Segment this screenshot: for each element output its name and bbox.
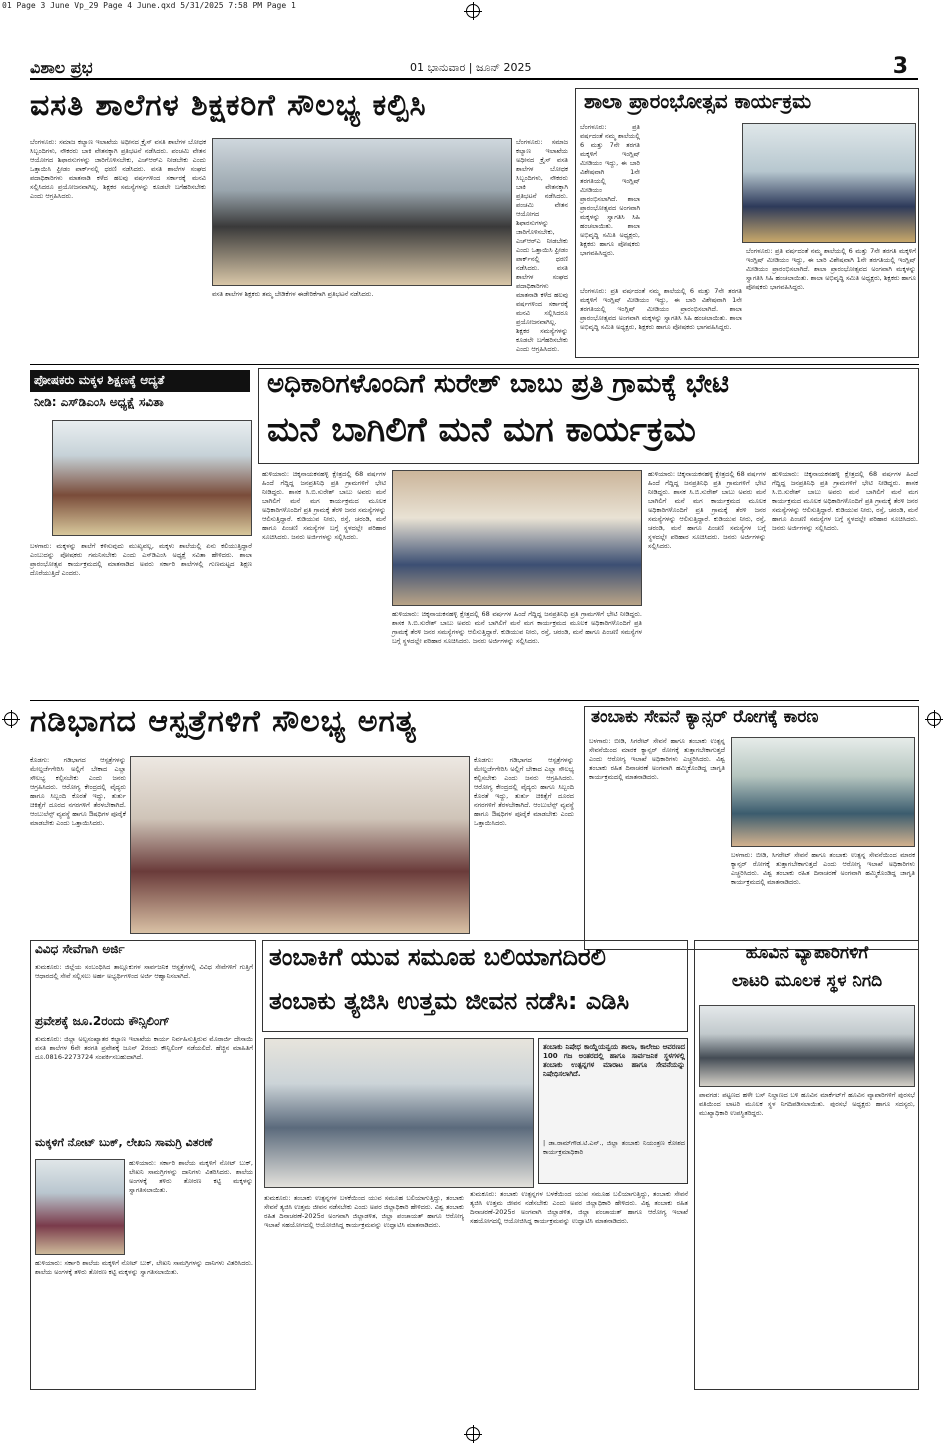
story-headline-line2: ತಂಬಾಕು ತ್ಯಜಿಸಿ ಉತ್ತಮ ಜೀವನ ನಡೆಸಿ: ಎಡಿಸಿ bbox=[269, 987, 630, 1015]
story-box bbox=[694, 940, 919, 1390]
story-box bbox=[584, 706, 919, 950]
program-stage-photo bbox=[264, 1038, 534, 1188]
story-body: ಹುಳಿಯಾರು: ಚಿಕ್ಕನಾಯಕನಹಳ್ಳಿ ಕ್ಷೇತ್ರದಲ್ಲಿ 68 ವರ್ಷಗಳ ಹಿಂದೆ ಗೆದ್ದಿದ್ದ ಜನಪ್ರತಿನಿಧಿ ಪ್ರತಿ ಗ್ರಾಮಗಳಿಗೆ ಭೇಟಿ ನೀಡಿದ್ದರು. ಶಾಸಕ ಸಿ.ಬಿ.ಸುರೇಶ್ ಬಾಬು ಅವರು ಮನೆ ಬಾಗಿಲಿಗೆ ಮನೆ ಮಗ ಕಾರ್ಯಕ್ರಮದ ಮೂಲಕ ಅಧಿಕಾರಿಗಳೊಂದಿಗೆ ಪ್ರತಿ ಗ್ರಾಮಕ್ಕೆ ತೆರಳಿ ಜನರ ಸಮಸ್ಯೆಗಳನ್ನು ಆಲಿಸುತ್ತಿದ್ದಾರೆ. ಕುಡಿಯುವ ನೀರು, ರಸ್ತೆ, ಚರಂಡಿ, ಮನೆ ಹಾಗೂ ಪಿಂಚಣಿ ಸಮಸ್ಯೆಗಳ ಬಗ್ಗೆ ಸ್ಥಳದಲ್ಲೇ ಪರಿಹಾರ ಸೂಚಿಸಿದರು. ಜನರು ಅರ್ಜಿಗಳನ್ನು ಸಲ್ಲಿಸಿದರು. bbox=[262, 470, 386, 541]
story-box bbox=[575, 88, 919, 358]
story-headline-line2: ಲಾಟರಿ ಮೂಲಕ ಸ್ಥಳ ನಿಗದಿ bbox=[731, 971, 883, 991]
registration-mark-icon bbox=[927, 712, 941, 726]
story-headline: ಅಧಿಕಾರಿಗಳೊಂದಿಗೆ ಸುರೇಶ್ ಬಾಬು ಪ್ರತಿ ಗ್ರಾಮಕ್ಕೆ ಭೇಟಿ bbox=[267, 369, 730, 399]
pull-quote: ತಂಬಾಕು ನಿಷೇಧ ಕಾಯ್ದೆಯನ್ವಯ ಶಾಲಾ, ಕಾಲೇಜು ಆವರಣದ 100 ಗಜ ಅಂತರದಲ್ಲಿ ಹಾಗೂ ಸಾರ್ವಜನಿಕ ಸ್ಥಳಗಳಲ್ಲಿ ತಂಬಾಕು ಉತ್ಪನ್ನಗಳ ಮಾರಾಟ ಹಾಗೂ ಸೇವನೆಯನ್ನು ನಿಷೇಧಿಸಲಾಗಿದೆ. bbox=[543, 1043, 685, 1078]
registration-mark-icon bbox=[4, 712, 18, 726]
photo-caption: ವಸತಿ ಶಾಲೆಗಳ ಶಿಕ್ಷಕರು ತಮ್ಮ ಬೇಡಿಕೆಗಳ ಈಡೇರಿಕೆಗಾಗಿ ಪ್ರತಿಭಟನೆ ನಡೆಸಿದರು. bbox=[212, 290, 374, 298]
awareness-program-photo bbox=[731, 737, 915, 847]
story-headline-line2: ಮನೆ ಬಾಗಿಲಿಗೆ ಮನೆ ಮಗ ಕಾರ್ಯಕ್ರಮ bbox=[267, 410, 696, 450]
students-photo bbox=[35, 1159, 125, 1255]
story-body: ಬಳಗಾರು: ಬೀಡಿ, ಸಿಗರೇಟ್ ಸೇವನೆ ಹಾಗೂ ತಂಬಾಕು ಉತ್ಪನ್ನ ಸೇವನೆಯಿಂದ ಮಾರಕ ಕ್ಯಾನ್ಸರ್ ರೋಗಕ್ಕೆ ತುತ್ತಾಗಬೇಕಾಗುತ್ತದೆ ಎಂದು ಆರೋಗ್ಯ ಇಲಾಖೆ ಅಧಿಕಾರಿಗಳು ಎಚ್ಚರಿಸಿದರು. ವಿಶ್ವ ತಂಬಾಕು ರಹಿತ ದಿನಾಚರಣೆ ಅಂಗವಾಗಿ ಹಮ್ಮಿಕೊಂಡಿದ್ದ ಜಾಗೃತಿ ಕಾರ್ಯಕ್ರಮದಲ್ಲಿ ಮಾತನಾಡಿದರು. bbox=[589, 737, 725, 781]
story-body-cont: ಬೆಂಗಳೂರು: ಪ್ರತಿ ವರ್ಷದಂತೆ ನಮ್ಮ ಶಾಲೆಯಲ್ಲಿ 6 ಮತ್ತು 7ನೇ ತರಗತಿ ಮಕ್ಕಳಿಗೆ ಇಂಗ್ಲಿಷ್ ಮೀಡಿಯಂ ಇದ್ದು, ಈ ಬಾರಿ ವಿಶೇಷವಾಗಿ 1ನೇ ತರಗತಿಯಲ್ಲಿ ಇಂಗ್ಲಿಷ್ ಮೀಡಿಯಂ ಪ್ರಾರಂಭಿಸಲಾಗಿದೆ. ಶಾಲಾ ಪ್ರಾರಂಭೋತ್ಸವದ ಅಂಗವಾಗಿ ಮಕ್ಕಳನ್ನು ಸ್ವಾಗತಿಸಿ ಸಿಹಿ ಹಂಚಲಾಯಿತು. ಶಾಲಾ ಅಭಿವೃದ್ಧಿ ಸಮಿತಿ ಅಧ್ಯಕ್ಷರು, ಶಿಕ್ಷಕರು ಹಾಗೂ ಪೋಷಕರು ಭಾಗವಹಿಸಿದ್ದರು. bbox=[746, 247, 916, 291]
story-body-cont: ತುಮಕೂರು: ತಂಬಾಕು ಉತ್ಪನ್ನಗಳ ಬಳಕೆಯಿಂದ ಯುವ ಸಮೂಹ ಬಲಿಯಾಗುತ್ತಿದ್ದು, ತಂಬಾಕು ಸೇವನೆ ತ್ಯಜಿಸಿ ಉತ್ತಮ ಜೀವನ ನಡೆಸಬೇಕು ಎಂದು ಅಪರ ಜಿಲ್ಲಾಧಿಕಾರಿ ಹೇಳಿದರು. ವಿಶ್ವ ತಂಬಾಕು ರಹಿತ ದಿನಾಚರಣೆ-2025ರ ಅಂಗವಾಗಿ ಜಿಲ್ಲಾಡಳಿತ, ಜಿಲ್ಲಾ ಪಂಚಾಯತ್ ಹಾಗೂ ಆರೋಗ್ಯ ಇಲಾಖೆ ಸಹಯೋಗದಲ್ಲಿ ಆಯೋಜಿಸಿದ್ದ ಕಾರ್ಯಕ್ರಮವನ್ನು ಉದ್ಘಾಟಿಸಿ ಮಾತನಾಡಿದರು. bbox=[470, 1190, 688, 1225]
story-headline: ಪೋಷಕರು ಮಕ್ಕಳ ಶಿಕ್ಷಣಕ್ಕೆ ಆದ್ಯತೆ bbox=[30, 370, 250, 392]
brief-body: ತುಮಕೂರು: ಜಿಲ್ಲಾ ಅಲ್ಪಸಂಖ್ಯಾತರ ಕಲ್ಯಾಣ ಇಲಾಖೆಯ ಕಾರ್ಯ ನಿರ್ವಹಿಸುತ್ತಿರುವ ಮೊರಾರ್ಜಿ ದೇಸಾಯಿ ವಸತಿ ಶಾಲೆಗಳ 6ನೇ ತರಗತಿ ಪ್ರವೇಶಕ್ಕೆ ಜೂನ್ 2ರಂದು ಕೌನ್ಸಿಲಿಂಗ್ ನಡೆಯಲಿದೆ. ಹೆಚ್ಚಿನ ಮಾಹಿತಿಗೆ ದೂ.0816-2273724 ಸಂಪರ್ಕಿಸಬಹುದಾಗಿದೆ. bbox=[35, 1035, 253, 1061]
brief-headline: ಮಕ್ಕಳಿಗೆ ನೋಟ್ ಬುಕ್, ಲೇಖನಿ ಸಾಮಗ್ರಿ ವಿತರಣೆ bbox=[35, 1136, 213, 1149]
protest-photo bbox=[212, 138, 512, 286]
story-body-cont: ಕೊಡಗು: ಗಡಿಭಾಗದ ಆಸ್ಪತ್ರೆಗಳನ್ನು ಮೇಲ್ದರ್ಜೆಗೇರಿಸಿ ಅಲ್ಲಿಗೆ ಬೇಕಾದ ಎಲ್ಲಾ ಸೌಲಭ್ಯ ಕಲ್ಪಿಸಬೇಕು ಎಂದು ಜನರು ಆಗ್ರಹಿಸಿದರು. ಆರೋಗ್ಯ ಕೇಂದ್ರದಲ್ಲಿ ವೈದ್ಯರು ಹಾಗೂ ಸಿಬ್ಬಂದಿ ಕೊರತೆ ಇದ್ದು, ತುರ್ತು ಚಿಕಿತ್ಸೆಗೆ ದೂರದ ನಗರಗಳಿಗೆ ತೆರಳಬೇಕಾಗಿದೆ. ಆಂಬುಲೆನ್ಸ್ ವ್ಯವಸ್ಥೆ ಹಾಗೂ ಔಷಧಿಗಳ ಪೂರೈಕೆ ಮಾಡಬೇಕು ಎಂದು ಒತ್ತಾಯಿಸಿದರು. bbox=[474, 756, 574, 827]
divider bbox=[30, 364, 919, 365]
story-body: ಬೆಂಗಳೂರು: ಪ್ರತಿ ವರ್ಷದಂತೆ ನಮ್ಮ ಶಾಲೆಯಲ್ಲಿ 6 ಮತ್ತು 7ನೇ ತರಗತಿ ಮಕ್ಕಳಿಗೆ ಇಂಗ್ಲಿಷ್ ಮೀಡಿಯಂ ಇದ್ದು, ಈ ಬಾರಿ ವಿಶೇಷವಾಗಿ 1ನೇ ತರಗತಿಯಲ್ಲಿ ಇಂಗ್ಲಿಷ್ ಮೀಡಿಯಂ ಪ್ರಾರಂಭಿಸಲಾಗಿದೆ. ಶಾಲಾ ಪ್ರಾರಂಭೋತ್ಸವದ ಅಂಗವಾಗಿ ಮಕ್ಕಳನ್ನು ಸ್ವಾಗತಿಸಿ ಸಿಹಿ ಹಂಚಲಾಯಿತು. ಶಾಲಾ ಅಭಿವೃದ್ಧಿ ಸಮಿತಿ ಅಧ್ಯಕ್ಷರು, ಶಿಕ್ಷಕರು ಹಾಗೂ ಪೋಷಕರು ಭಾಗವಹಿಸಿದ್ದರು. bbox=[580, 123, 640, 257]
story-body: ತುಮಕೂರು: ತಂಬಾಕು ಉತ್ಪನ್ನಗಳ ಬಳಕೆಯಿಂದ ಯುವ ಸಮೂಹ ಬಲಿಯಾಗುತ್ತಿದ್ದು, ತಂಬಾಕು ಸೇವನೆ ತ್ಯಜಿಸಿ ಉತ್ತಮ ಜೀವನ ನಡೆಸಬೇಕು ಎಂದು ಅಪರ ಜಿಲ್ಲಾಧಿಕಾರಿ ಹೇಳಿದರು. ವಿಶ್ವ ತಂಬಾಕು ರಹಿತ ದಿನಾಚರಣೆ-2025ರ ಅಂಗವಾಗಿ ಜಿಲ್ಲಾಡಳಿತ, ಜಿಲ್ಲಾ ಪಂಚಾಯತ್ ಹಾಗೂ ಆರೋಗ್ಯ ಇಲಾಖೆ ಸಹಯೋಗದಲ್ಲಿ ಆಯೋಜಿಸಿದ್ದ ಕಾರ್ಯಕ್ರಮವನ್ನು ಉದ್ಘಾಟಿಸಿ ಮಾತನಾಡಿದರು. bbox=[264, 1194, 464, 1229]
story-body-cont: ಬೆಂಗಳೂರು: ಸಮಾಜ ಕಲ್ಯಾಣ ಇಲಾಖೆಯ ಅಧೀನದ ಕ್ರೈಸ್ ವಸತಿ ಶಾಲೆಗಳ ಬೋಧಕ ಸಿಬ್ಬಂದಿಗಳು, ನೌಕರರು ಬಾಕಿ ವೇತನಕ್ಕಾಗಿ ಪ್ರತಿಭಟನೆ ನಡೆಸಿದರು. ಪಂಚಮಿ ವೇತನ ಆಯೋಗದ ಶಿಫಾರಸುಗಳನ್ನು ಜಾರಿಗೊಳಿಸಬೇಕು, ಎಚ್‌ಆರ್‌ಎ ನೀಡಬೇಕು ಎಂದು ಒತ್ತಾಯಿಸಿ ಫ್ರೀಡಂ ಪಾರ್ಕ್‌ನಲ್ಲಿ ಧರಣಿ ನಡೆಸಿದರು. ವಸತಿ ಶಾಲೆಗಳ ಸಂಘದ ಪದಾಧಿಕಾರಿಗಳು ಮಾತನಾಡಿ ಕಳೆದ ಹಲವು ವರ್ಷಗಳಿಂದ ಸರ್ಕಾರಕ್ಕೆ ಮನವಿ ಸಲ್ಲಿಸಿದರೂ ಪ್ರಯೋಜನವಾಗಿಲ್ಲ. ಶಿಕ್ಷಕರ ಸಮಸ್ಯೆಗಳನ್ನು ಕೂಡಲೇ ಬಗೆಹರಿಸಬೇಕು ಎಂದು ಆಗ್ರಹಿಸಿದರು. bbox=[516, 138, 568, 353]
story-body-cont: ಬೆಂಗಳೂರು: ಪ್ರತಿ ವರ್ಷದಂತೆ ನಮ್ಮ ಶಾಲೆಯಲ್ಲಿ 6 ಮತ್ತು 7ನೇ ತರಗತಿ ಮಕ್ಕಳಿಗೆ ಇಂಗ್ಲಿಷ್ ಮೀಡಿಯಂ ಇದ್ದು, ಈ ಬಾರಿ ವಿಶೇಷವಾಗಿ 1ನೇ ತರಗತಿಯಲ್ಲಿ ಇಂಗ್ಲಿಷ್ ಮೀಡಿಯಂ ಪ್ರಾರಂಭಿಸಲಾಗಿದೆ. ಶಾಲಾ ಪ್ರಾರಂಭೋತ್ಸವದ ಅಂಗವಾಗಿ ಮಕ್ಕಳನ್ನು ಸ್ವಾಗತಿಸಿ ಸಿಹಿ ಹಂಚಲಾಯಿತು. ಶಾಲಾ ಅಭಿವೃದ್ಧಿ ಸಮಿತಿ ಅಧ್ಯಕ್ಷರು, ಶಿಕ್ಷಕರು ಹಾಗೂ ಪೋಷಕರು ಭಾಗವಹಿಸಿದ್ದರು. bbox=[580, 287, 742, 331]
brief-body: ತುಮಕೂರು: ಜಿಲ್ಲೆಯ ಸಂಬಂಧಿಸಿದ ತಾಲ್ಲೂಕುಗಳ ಸಾರ್ವಜನಿಕ ಆಸ್ಪತ್ರೆಗಳಲ್ಲಿ ವಿವಿಧ ಸೇವೆಗಳಿಗೆ ಗುತ್ತಿಗೆ ಆಧಾರದಲ್ಲಿ ಸೇವೆ ಸಲ್ಲಿಸಲು ಅರ್ಹ ಅಭ್ಯರ್ಥಿಗಳಿಂದ ಅರ್ಜಿ ಆಹ್ವಾನಿಸಲಾಗಿದೆ. bbox=[35, 963, 253, 980]
print-slug: 01 Page 3 June Vp_29 Page 4 June.qxd 5/31/2025 7:58 PM Page 1 bbox=[2, 1, 296, 10]
story-headline-box bbox=[262, 940, 688, 1032]
registration-mark-icon bbox=[466, 1427, 480, 1441]
quote-attribution: | ಡಾ.ರಾಮ್‌ಗೌಡ.ಟಿ.ಎನ್., ಜಿಲ್ಲಾ ತಂಬಾಕು ನಿಯಂತ್ರಣ ಕೋಶದ ಕಾರ್ಯಕ್ರಮಾಧಿಕಾರಿ bbox=[543, 1139, 685, 1156]
story-headline: ತಂಬಾಕಿಗೆ ಯುವ ಸಮೂಹ ಬಲಿಯಾಗದಿರಲಿ bbox=[269, 943, 606, 971]
issue-date: 01 ಭಾನುವಾರ | ಜೂನ್ 2025 bbox=[410, 61, 532, 74]
story-headline: ತಂಬಾಕು ಸೇವನೆ ಕ್ಯಾನ್ಸರ್ ರೋಗಕ್ಕೆ ಕಾರಣ bbox=[591, 707, 819, 727]
story-headline: ಶಾಲಾ ಪ್ರಾರಂಭೋತ್ಸವ ಕಾರ್ಯಕ್ರಮ bbox=[584, 89, 812, 113]
brief-headline: ವಿವಿಧ ಸೇವೆಗಾಗಿ ಅರ್ಜಿ bbox=[35, 942, 125, 956]
masthead bbox=[30, 54, 918, 80]
divider bbox=[30, 700, 919, 701]
story-headline: ಗಡಿಭಾಗದ ಆಸ್ಪತ್ರೆಗಳಿಗೆ ಸೌಲಭ್ಯ ಅಗತ್ಯ bbox=[30, 704, 417, 739]
story-body-cont: ಬಳಗಾರು: ಬೀಡಿ, ಸಿಗರೇಟ್ ಸೇವನೆ ಹಾಗೂ ತಂಬಾಕು ಉತ್ಪನ್ನ ಸೇವನೆಯಿಂದ ಮಾರಕ ಕ್ಯಾನ್ಸರ್ ರೋಗಕ್ಕೆ ತುತ್ತಾಗಬೇಕಾಗುತ್ತದೆ ಎಂದು ಆರೋಗ್ಯ ಇಲಾಖೆ ಅಧಿಕಾರಿಗಳು ಎಚ್ಚರಿಸಿದರು. ವಿಶ್ವ ತಂಬಾಕು ರಹಿತ ದಿನಾಚರಣೆ ಅಂಗವಾಗಿ ಹಮ್ಮಿಕೊಂಡಿದ್ದ ಜಾಗೃತಿ ಕಾರ್ಯಕ್ರಮದಲ್ಲಿ ಮಾತನಾಡಿದರು. bbox=[731, 851, 915, 886]
story-headline-box bbox=[258, 368, 919, 464]
registration-mark-icon bbox=[466, 4, 480, 18]
lottery-event-photo bbox=[699, 1005, 915, 1087]
brief-body: ಹುಳಿಯಾರು: ಸರ್ಕಾರಿ ಶಾಲೆಯ ಮಕ್ಕಳಿಗೆ ನೋಟ್ ಬುಕ್, ಲೇಖನಿ ಸಾಮಗ್ರಿಗಳನ್ನು ದಾನಿಗಳು ವಿತರಿಸಿದರು. ಶಾಲೆಯ ಅಂಗಳಕ್ಕೆ ತಳಿರು ತೋರಣ ಕಟ್ಟಿ ಮಕ್ಕಳನ್ನು ಸ್ವಾಗತಿಸಲಾಯಿತು. bbox=[129, 1159, 253, 1194]
story-body: ಪಾವಗಡ: ಪಟ್ಟಣದ ಹಳೇ ಬಸ್ ನಿಲ್ದಾಣದ ಬಳಿ ಹೂವಿನ ಮಾರ್ಕೆಟ್‌ಗೆ ಹೂವಿನ ವ್ಯಾಪಾರಿಗಳಿಗೆ ಪುರಸಭೆ ವತಿಯಿಂದ ಲಾಟರಿ ಮೂಲಕ ಸ್ಥಳ ನಿಗದಿಪಡಿಸಲಾಯಿತು. ಪುರಸಭೆ ಅಧ್ಯಕ್ಷರು ಹಾಗೂ ಸದಸ್ಯರು, ಮುಖ್ಯಾಧಿಕಾರಿ ಉಪಸ್ಥಿತರಿದ್ದರು. bbox=[699, 1091, 915, 1117]
page-number: 3 bbox=[892, 54, 908, 79]
hospital-staff-photo bbox=[130, 756, 470, 934]
village-visit-photo bbox=[392, 470, 642, 606]
quote-box bbox=[538, 1038, 688, 1184]
story-body: ಬಳಗಾರು: ಮಕ್ಕಳನ್ನು ಶಾಲೆಗೆ ಕಳಿಸುವುದು ಮುಖ್ಯವಲ್ಲ, ಮಕ್ಕಳು ಶಾಲೆಯಲ್ಲಿ ಏನು ಕಲಿಯುತ್ತಿದ್ದಾರೆ ಎಂಬುದನ್ನು ಪೋಷಕರು ಗಮನಿಸಬೇಕು ಎಂದು ಎಸ್‌ಡಿಎಂಸಿ ಅಧ್ಯಕ್ಷೆ ಸವಿತಾ ಹೇಳಿದರು. ಶಾಲಾ ಪ್ರಾರಂಭೋತ್ಸವ ಕಾರ್ಯಕ್ರಮದಲ್ಲಿ ಮಾತನಾಡಿದ ಅವರು ಸರ್ಕಾರಿ ಶಾಲೆಗಳಲ್ಲಿ ಗುಣಮಟ್ಟದ ಶಿಕ್ಷಣ ದೊರೆಯುತ್ತಿದೆ ಎಂದರು. bbox=[30, 542, 252, 577]
newspaper-logo: ವಿಶಾಲ ಪ್ರಭ bbox=[30, 58, 93, 77]
brief-headline: ಪ್ರವೇಶಕ್ಕೆ ಜೂ.2ರಂದು ಕೌನ್ಸಿಲಿಂಗ್ bbox=[35, 1014, 170, 1028]
story-headline: ವಸತಿ ಶಾಲೆಗಳ ಶಿಕ್ಷಕರಿಗೆ ಸೌಲಭ್ಯ ಕಲ್ಪಿಸಿ bbox=[30, 88, 427, 123]
story-body: ಬೆಂಗಳೂರು: ಸಮಾಜ ಕಲ್ಯಾಣ ಇಲಾಖೆಯ ಅಧೀನದ ಕ್ರೈಸ್ ವಸತಿ ಶಾಲೆಗಳ ಬೋಧಕ ಸಿಬ್ಬಂದಿಗಳು, ನೌಕರರು ಬಾಕಿ ವೇತನಕ್ಕಾಗಿ ಪ್ರತಿಭಟನೆ ನಡೆಸಿದರು. ಪಂಚಮಿ ವೇತನ ಆಯೋಗದ ಶಿಫಾರಸುಗಳನ್ನು ಜಾರಿಗೊಳಿಸಬೇಕು, ಎಚ್‌ಆರ್‌ಎ ನೀಡಬೇಕು ಎಂದು ಒತ್ತಾಯಿಸಿ ಫ್ರೀಡಂ ಪಾರ್ಕ್‌ನಲ್ಲಿ ಧರಣಿ ನಡೆಸಿದರು. ವಸತಿ ಶಾಲೆಗಳ ಸಂಘದ ಪದಾಧಿಕಾರಿಗಳು ಮಾತನಾಡಿ ಕಳೆದ ಹಲವು ವರ್ಷಗಳಿಂದ ಸರ್ಕಾರಕ್ಕೆ ಮನವಿ ಸಲ್ಲಿಸಿದರೂ ಪ್ರಯೋಜನವಾಗಿಲ್ಲ. ಶಿಕ್ಷಕರ ಸಮಸ್ಯೆಗಳನ್ನು ಕೂಡಲೇ ಬಗೆಹರಿಸಬೇಕು ಎಂದು ಆಗ್ರಹಿಸಿದರು. bbox=[30, 138, 206, 200]
brief-body-cont: ಹುಳಿಯಾರು: ಸರ್ಕಾರಿ ಶಾಲೆಯ ಮಕ್ಕಳಿಗೆ ನೋಟ್ ಬುಕ್, ಲೇಖನಿ ಸಾಮಗ್ರಿಗಳನ್ನು ದಾನಿಗಳು ವಿತರಿಸಿದರು. ಶಾಲೆಯ ಅಂಗಳಕ್ಕೆ ತಳಿರು ತೋರಣ ಕಟ್ಟಿ ಮಕ್ಕಳನ್ನು ಸ್ವಾಗತಿಸಲಾಯಿತು. bbox=[35, 1259, 253, 1276]
school-event-photo bbox=[742, 123, 916, 243]
story-body-cont: ಹುಳಿಯಾರು: ಚಿಕ್ಕನಾಯಕನಹಳ್ಳಿ ಕ್ಷೇತ್ರದಲ್ಲಿ 68 ವರ್ಷಗಳ ಹಿಂದೆ ಗೆದ್ದಿದ್ದ ಜನಪ್ರತಿನಿಧಿ ಪ್ರತಿ ಗ್ರಾಮಗಳಿಗೆ ಭೇಟಿ ನೀಡಿದ್ದರು. ಶಾಸಕ ಸಿ.ಬಿ.ಸುರೇಶ್ ಬಾಬು ಅವರು ಮನೆ ಬಾಗಿಲಿಗೆ ಮನೆ ಮಗ ಕಾರ್ಯಕ್ರಮದ ಮೂಲಕ ಅಧಿಕಾರಿಗಳೊಂದಿಗೆ ಪ್ರತಿ ಗ್ರಾಮಕ್ಕೆ ತೆರಳಿ ಜನರ ಸಮಸ್ಯೆಗಳನ್ನು ಆಲಿಸುತ್ತಿದ್ದಾರೆ. ಕುಡಿಯುವ ನೀರು, ರಸ್ತೆ, ಚರಂಡಿ, ಮನೆ ಹಾಗೂ ಪಿಂಚಣಿ ಸಮಸ್ಯೆಗಳ ಬಗ್ಗೆ ಸ್ಥಳದಲ್ಲೇ ಪರಿಹಾರ ಸೂಚಿಸಿದರು. ಜನರು ಅರ್ಜಿಗಳನ್ನು ಸಲ್ಲಿಸಿದರು. bbox=[648, 470, 766, 550]
briefs-column bbox=[30, 940, 256, 1390]
story-body: ಕೊಡಗು: ಗಡಿಭಾಗದ ಆಸ್ಪತ್ರೆಗಳನ್ನು ಮೇಲ್ದರ್ಜೆಗೇರಿಸಿ ಅಲ್ಲಿಗೆ ಬೇಕಾದ ಎಲ್ಲಾ ಸೌಲಭ್ಯ ಕಲ್ಪಿಸಬೇಕು ಎಂದು ಜನರು ಆಗ್ರಹಿಸಿದರು. ಆರೋಗ್ಯ ಕೇಂದ್ರದಲ್ಲಿ ವೈದ್ಯರು ಹಾಗೂ ಸಿಬ್ಬಂದಿ ಕೊರತೆ ಇದ್ದು, ತುರ್ತು ಚಿಕಿತ್ಸೆಗೆ ದೂರದ ನಗರಗಳಿಗೆ ತೆರಳಬೇಕಾಗಿದೆ. ಆಂಬುಲೆನ್ಸ್ ವ್ಯವಸ್ಥೆ ಹಾಗೂ ಔಷಧಿಗಳ ಪೂರೈಕೆ ಮಾಡಬೇಕು ಎಂದು ಒತ್ತಾಯಿಸಿದರು. bbox=[30, 756, 126, 827]
school-group-photo bbox=[52, 420, 252, 536]
story-body-cont: ಹುಳಿಯಾರು: ಚಿಕ್ಕನಾಯಕನಹಳ್ಳಿ ಕ್ಷೇತ್ರದಲ್ಲಿ 68 ವರ್ಷಗಳ ಹಿಂದೆ ಗೆದ್ದಿದ್ದ ಜನಪ್ರತಿನಿಧಿ ಪ್ರತಿ ಗ್ರಾಮಗಳಿಗೆ ಭೇಟಿ ನೀಡಿದ್ದರು. ಶಾಸಕ ಸಿ.ಬಿ.ಸುರೇಶ್ ಬಾಬು ಅವರು ಮನೆ ಬಾಗಿಲಿಗೆ ಮನೆ ಮಗ ಕಾರ್ಯಕ್ರಮದ ಮೂಲಕ ಅಧಿಕಾರಿಗಳೊಂದಿಗೆ ಪ್ರತಿ ಗ್ರಾಮಕ್ಕೆ ತೆರಳಿ ಜನರ ಸಮಸ್ಯೆಗಳನ್ನು ಆಲಿಸುತ್ತಿದ್ದಾರೆ. ಕುಡಿಯುವ ನೀರು, ರಸ್ತೆ, ಚರಂಡಿ, ಮನೆ ಹಾಗೂ ಪಿಂಚಣಿ ಸಮಸ್ಯೆಗಳ ಬಗ್ಗೆ ಸ್ಥಳದಲ್ಲೇ ಪರಿಹಾರ ಸೂಚಿಸಿದರು. ಜನರು ಅರ್ಜಿಗಳನ್ನು ಸಲ್ಲಿಸಿದರು. bbox=[772, 470, 918, 532]
story-headline: ಹೂವಿನ ವ್ಯಾಪಾರಿಗಳಿಗೆ bbox=[745, 943, 869, 963]
story-body-cont: ಹುಳಿಯಾರು: ಚಿಕ್ಕನಾಯಕನಹಳ್ಳಿ ಕ್ಷೇತ್ರದಲ್ಲಿ 68 ವರ್ಷಗಳ ಹಿಂದೆ ಗೆದ್ದಿದ್ದ ಜನಪ್ರತಿನಿಧಿ ಪ್ರತಿ ಗ್ರಾಮಗಳಿಗೆ ಭೇಟಿ ನೀಡಿದ್ದರು. ಶಾಸಕ ಸಿ.ಬಿ.ಸುರೇಶ್ ಬಾಬು ಅವರು ಮನೆ ಬಾಗಿಲಿಗೆ ಮನೆ ಮಗ ಕಾರ್ಯಕ್ರಮದ ಮೂಲಕ ಅಧಿಕಾರಿಗಳೊಂದಿಗೆ ಪ್ರತಿ ಗ್ರಾಮಕ್ಕೆ ತೆರಳಿ ಜನರ ಸಮಸ್ಯೆಗಳನ್ನು ಆಲಿಸುತ್ತಿದ್ದಾರೆ. ಕುಡಿಯುವ ನೀರು, ರಸ್ತೆ, ಚರಂಡಿ, ಮನೆ ಹಾಗೂ ಪಿಂಚಣಿ ಸಮಸ್ಯೆಗಳ ಬಗ್ಗೆ ಸ್ಥಳದಲ್ಲೇ ಪರಿಹಾರ ಸೂಚಿಸಿದರು. ಜನರು ಅರ್ಜಿಗಳನ್ನು ಸಲ್ಲಿಸಿದರು. bbox=[392, 610, 642, 645]
story-headline-line2: ನೀಡಿ: ಎಸ್‌ಡಿಎಂಸಿ ಅಧ್ಯಕ್ಷೆ ಸವಿತಾ bbox=[34, 395, 164, 409]
